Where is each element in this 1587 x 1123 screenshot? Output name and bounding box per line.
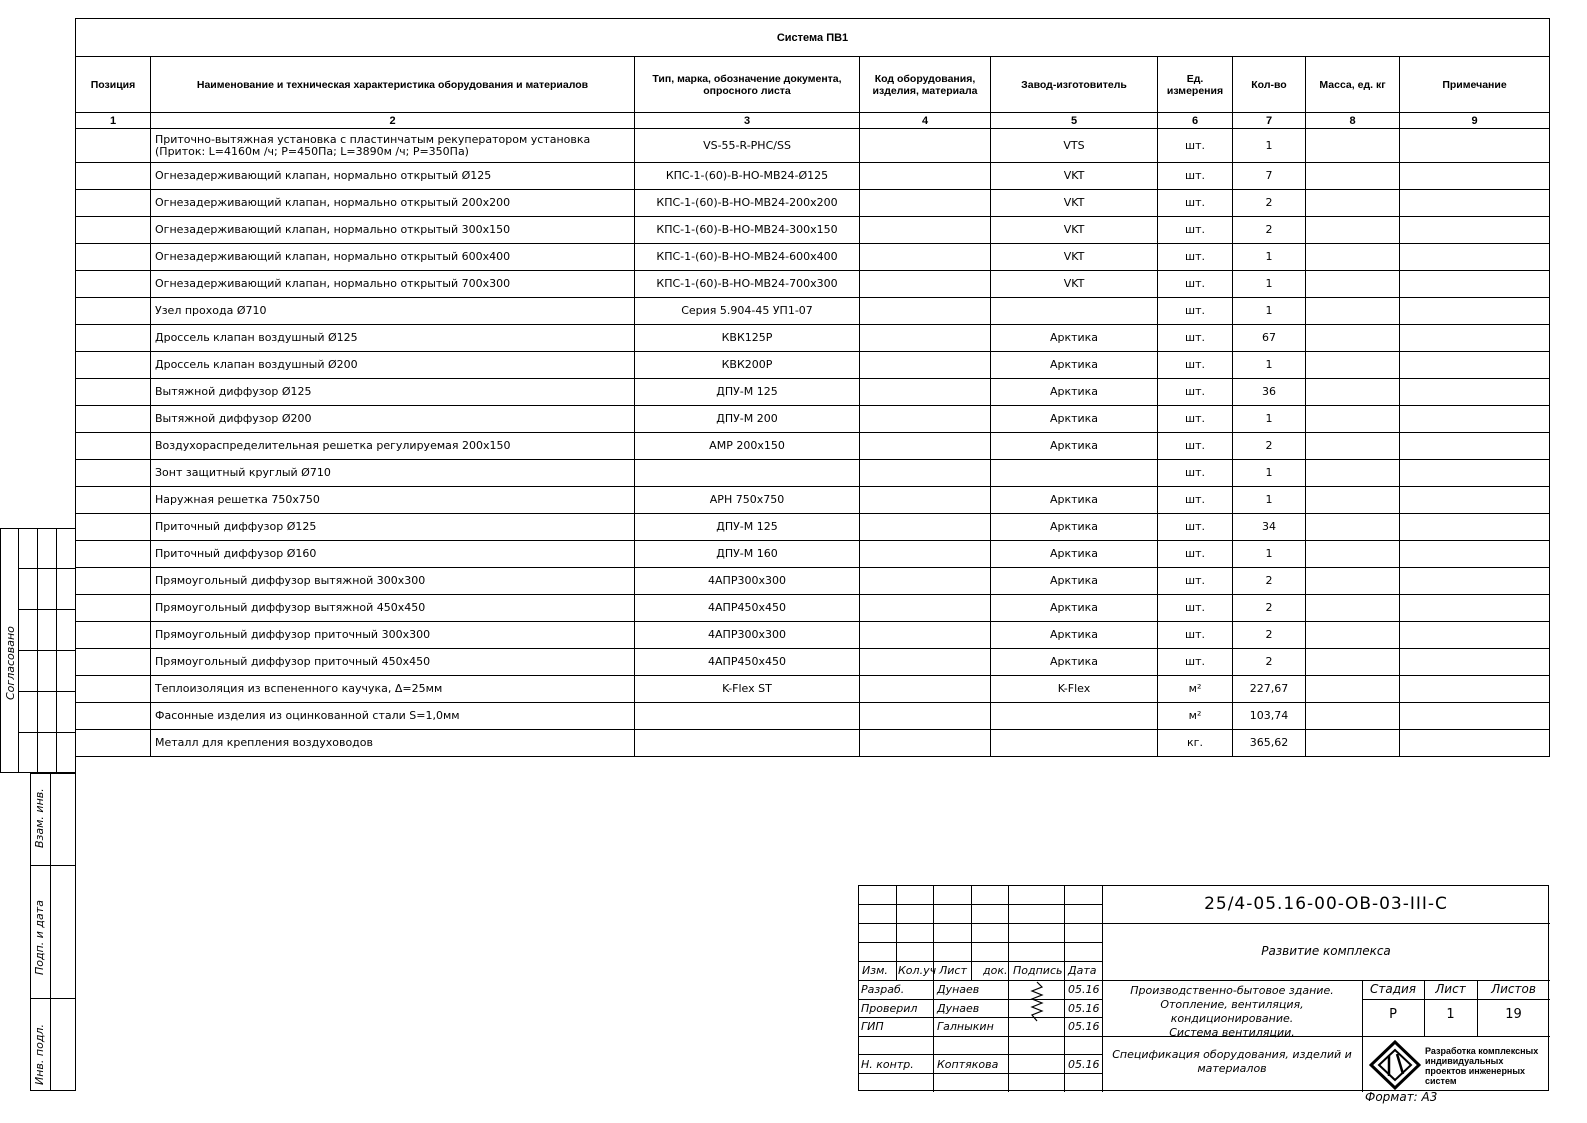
col-izm: Изм. (862, 964, 888, 977)
table-row (76, 406, 1550, 433)
cell-maker: Арктика (991, 595, 1158, 622)
cell-code (860, 352, 991, 379)
title-block (858, 885, 1549, 1091)
cell-maker (991, 730, 1158, 757)
table-row (76, 568, 1550, 595)
cell-code (860, 129, 991, 163)
cell-unit: шт. (1158, 541, 1233, 568)
cell-note (1400, 190, 1550, 217)
organization-name: Разработка комплексных индивидуальных проектов инженерных систем (1425, 1046, 1539, 1086)
cell-name: Прямоугольный диффузор приточный 450x450 (151, 649, 635, 676)
cell-note (1400, 129, 1550, 163)
table-row (76, 298, 1550, 325)
cell-mass (1306, 379, 1400, 406)
cell-note (1400, 325, 1550, 352)
cell-maker: Арктика (991, 487, 1158, 514)
cell-pos (76, 487, 151, 514)
col-doc: док. (983, 964, 1008, 977)
cell-mass (1306, 406, 1400, 433)
cell-pos (76, 298, 151, 325)
cell-type: ДПУ-М 125 (635, 514, 860, 541)
cell-unit: шт. (1158, 568, 1233, 595)
person-1: Дунаев (937, 1002, 980, 1015)
table-row (76, 487, 1550, 514)
cell-code (860, 433, 991, 460)
cell-note (1400, 541, 1550, 568)
col-date: Дата (1068, 964, 1097, 977)
cell-note (1400, 352, 1550, 379)
sheet-label: Лист (1435, 982, 1466, 996)
cell-name: Дроссель клапан воздушный Ø125 (151, 325, 635, 352)
cell-pos (76, 271, 151, 298)
person-3: Коптякова (937, 1058, 999, 1071)
sign-date-label: Подп. и дата (33, 900, 46, 975)
cell-note (1400, 703, 1550, 730)
cell-code (860, 271, 991, 298)
column-header: Ед. измерения (1158, 57, 1233, 113)
cell-qty: 1 (1233, 541, 1306, 568)
table-row (76, 730, 1550, 757)
cell-note (1400, 244, 1550, 271)
cell-type: 4АПР300x300 (635, 622, 860, 649)
cell-unit: шт. (1158, 352, 1233, 379)
cell-maker: Арктика (991, 325, 1158, 352)
cell-code (860, 595, 991, 622)
cell-code (860, 325, 991, 352)
cell-type: K-Flex ST (635, 676, 860, 703)
cell-qty: 1 (1233, 406, 1306, 433)
replace-inv-label: Взам. инв. (33, 788, 46, 848)
cell-maker: VKT (991, 163, 1158, 190)
role-1: Проверил (861, 1002, 918, 1015)
column-number: 2 (151, 113, 635, 129)
cell-name: Приточный диффузор Ø125 (151, 514, 635, 541)
cell-qty: 2 (1233, 622, 1306, 649)
cell-type (635, 703, 860, 730)
cell-unit: шт. (1158, 217, 1233, 244)
cell-qty: 34 (1233, 514, 1306, 541)
table-row (76, 433, 1550, 460)
cell-mass (1306, 487, 1400, 514)
cell-code (860, 406, 991, 433)
cell-maker (991, 460, 1158, 487)
agreed-label: Согласовано (4, 626, 17, 700)
cell-name: Вытяжной диффузор Ø125 (151, 379, 635, 406)
person-2: Галныкин (937, 1020, 994, 1033)
cell-unit: шт. (1158, 298, 1233, 325)
column-number: 7 (1233, 113, 1306, 129)
cell-mass (1306, 433, 1400, 460)
cell-qty: 2 (1233, 649, 1306, 676)
cell-mass (1306, 217, 1400, 244)
cell-code (860, 703, 991, 730)
cell-maker: VKT (991, 244, 1158, 271)
cell-type (635, 730, 860, 757)
cell-pos (76, 568, 151, 595)
column-number-row (76, 113, 1550, 129)
cell-qty: 36 (1233, 379, 1306, 406)
cell-note (1400, 379, 1550, 406)
table-row (76, 163, 1550, 190)
sheet-value: 1 (1446, 1007, 1455, 1022)
cell-pos (76, 730, 151, 757)
cell-code (860, 649, 991, 676)
column-number: 9 (1400, 113, 1550, 129)
cell-maker: Арктика (991, 379, 1158, 406)
table-row (76, 271, 1550, 298)
cell-unit: шт. (1158, 595, 1233, 622)
cell-note (1400, 163, 1550, 190)
cell-type: АМР 200x150 (635, 433, 860, 460)
cell-unit: шт. (1158, 129, 1233, 163)
column-header: Позиция (76, 57, 151, 113)
cell-name: Приточно-вытяжная установка с пластинчатым рекуператором установка (Приток: L=4160м /ч; P=450Па; L=3890м /ч; P=350Па) (151, 129, 635, 163)
table-row (76, 379, 1550, 406)
cell-unit: шт. (1158, 379, 1233, 406)
cell-note (1400, 406, 1550, 433)
cell-code (860, 541, 991, 568)
sheets-label: Листов (1491, 982, 1536, 996)
orig-inv-label: Инв. подл. (33, 1024, 46, 1085)
cell-maker (991, 703, 1158, 730)
person-0: Дунаев (937, 983, 980, 996)
cell-qty: 1 (1233, 129, 1306, 163)
cell-mass (1306, 676, 1400, 703)
cell-pos (76, 595, 151, 622)
cell-code (860, 622, 991, 649)
cell-type: 4АПР300x300 (635, 568, 860, 595)
col-list: Лист (939, 964, 967, 977)
cell-unit: м² (1158, 676, 1233, 703)
cell-pos (76, 460, 151, 487)
cell-mass (1306, 244, 1400, 271)
cell-maker (991, 298, 1158, 325)
cell-pos (76, 190, 151, 217)
cell-note (1400, 676, 1550, 703)
table-row (76, 541, 1550, 568)
cell-type: КПС-1-(60)-В-НО-МВ24-600x400 (635, 244, 860, 271)
cell-note (1400, 487, 1550, 514)
cell-pos (76, 352, 151, 379)
cell-type: КВК125Р (635, 325, 860, 352)
cell-code (860, 460, 991, 487)
cell-name: Вытяжной диффузор Ø200 (151, 406, 635, 433)
cell-type: КПС-1-(60)-В-НО-МВ24-700x300 (635, 271, 860, 298)
format-label: Формат: А3 (1365, 1090, 1438, 1104)
cell-name: Фасонные изделия из оцинкованной стали S=1,0мм (151, 703, 635, 730)
cell-unit: шт. (1158, 649, 1233, 676)
cell-code (860, 163, 991, 190)
cell-maker: Арктика (991, 541, 1158, 568)
cell-note (1400, 595, 1550, 622)
cell-note (1400, 568, 1550, 595)
cell-pos (76, 325, 151, 352)
cell-unit: шт. (1158, 406, 1233, 433)
cell-qty: 1 (1233, 244, 1306, 271)
cell-mass (1306, 568, 1400, 595)
cell-type: КВК200Р (635, 352, 860, 379)
cell-type: 4АПР450x450 (635, 649, 860, 676)
column-header: Примечание (1400, 57, 1550, 113)
cell-qty: 365,62 (1233, 730, 1306, 757)
cell-mass (1306, 190, 1400, 217)
column-header: Масса, ед. кг (1306, 57, 1400, 113)
company-logo-icon (1369, 1040, 1421, 1090)
cell-name: Приточный диффузор Ø160 (151, 541, 635, 568)
cell-unit: шт. (1158, 460, 1233, 487)
table-row (76, 676, 1550, 703)
cell-mass (1306, 595, 1400, 622)
cell-mass (1306, 352, 1400, 379)
cell-qty: 2 (1233, 190, 1306, 217)
cell-type (635, 460, 860, 487)
table-row (76, 217, 1550, 244)
column-header: Тип, марка, обозначение документа, опросного листа (635, 57, 860, 113)
cell-type: КПС-1-(60)-В-НО-МВ24-300x150 (635, 217, 860, 244)
column-number: 6 (1158, 113, 1233, 129)
cell-pos (76, 244, 151, 271)
cell-name: Дроссель клапан воздушный Ø200 (151, 352, 635, 379)
cell-unit: шт. (1158, 163, 1233, 190)
table-row (76, 352, 1550, 379)
cell-unit: шт. (1158, 622, 1233, 649)
cell-unit: шт. (1158, 514, 1233, 541)
cell-pos (76, 379, 151, 406)
cell-type: АРН 750x750 (635, 487, 860, 514)
cell-note (1400, 649, 1550, 676)
cell-type: VS-55-R-PHC/SS (635, 129, 860, 163)
column-number: 3 (635, 113, 860, 129)
cell-name: Теплоизоляция из вспененного каучука, Δ=25мм (151, 676, 635, 703)
cell-unit: шт. (1158, 190, 1233, 217)
table-row (76, 244, 1550, 271)
cell-qty: 1 (1233, 271, 1306, 298)
cell-pos (76, 163, 151, 190)
sheets-value: 19 (1505, 1007, 1522, 1022)
cell-pos (76, 406, 151, 433)
document-code: 25/4-05.16-00-ОВ-03-III-С (1204, 894, 1448, 914)
cell-unit: шт. (1158, 325, 1233, 352)
cell-unit: м² (1158, 703, 1233, 730)
cell-code (860, 190, 991, 217)
stage-label: Стадия (1369, 982, 1417, 996)
cell-unit: шт. (1158, 244, 1233, 271)
cell-mass (1306, 622, 1400, 649)
cell-mass (1306, 514, 1400, 541)
cell-note (1400, 730, 1550, 757)
header-row (76, 57, 1550, 113)
date-1: 05.16 (1068, 1002, 1100, 1015)
cell-note (1400, 433, 1550, 460)
cell-type: КПС-1-(60)-В-НО-МВ24-Ø125 (635, 163, 860, 190)
cell-name: Огнезадерживающий клапан, нормально открытый 700x300 (151, 271, 635, 298)
column-number: 8 (1306, 113, 1400, 129)
cell-maker: K-Flex (991, 676, 1158, 703)
cell-name: Воздухораспределительная решетка регулируемая 200x150 (151, 433, 635, 460)
cell-qty: 67 (1233, 325, 1306, 352)
table-row (76, 595, 1550, 622)
cell-mass (1306, 298, 1400, 325)
cell-pos (76, 649, 151, 676)
cell-pos (76, 514, 151, 541)
sheet-title: Спецификация оборудования, изделий и материалов (1112, 1048, 1352, 1075)
cell-name: Огнезадерживающий клапан, нормально открытый 200x200 (151, 190, 635, 217)
cell-note (1400, 217, 1550, 244)
cell-pos (76, 541, 151, 568)
cell-qty: 2 (1233, 595, 1306, 622)
cell-maker: VKT (991, 271, 1158, 298)
specification-table (75, 18, 1550, 757)
cell-note (1400, 514, 1550, 541)
table-row (76, 460, 1550, 487)
cell-maker: Арктика (991, 622, 1158, 649)
cell-name: Огнезадерживающий клапан, нормально открытый Ø125 (151, 163, 635, 190)
cell-qty: 1 (1233, 460, 1306, 487)
table-row (76, 129, 1550, 163)
cell-unit: шт. (1158, 271, 1233, 298)
table-row (76, 622, 1550, 649)
cell-unit: шт. (1158, 433, 1233, 460)
cell-type: ДПУ-М 200 (635, 406, 860, 433)
cell-unit: шт. (1158, 487, 1233, 514)
cell-mass (1306, 325, 1400, 352)
date-2: 05.16 (1068, 1020, 1100, 1033)
cell-name: Прямоугольный диффузор вытяжной 450x450 (151, 595, 635, 622)
col-kol: Кол.уч (898, 964, 937, 977)
cell-name: Зонт защитный круглый Ø710 (151, 460, 635, 487)
cell-note (1400, 298, 1550, 325)
cell-qty: 7 (1233, 163, 1306, 190)
cell-pos (76, 622, 151, 649)
cell-type: ДПУ-М 125 (635, 379, 860, 406)
specification-body (76, 129, 1550, 757)
stage-value: Р (1389, 1007, 1397, 1022)
table-row (76, 703, 1550, 730)
cell-mass (1306, 460, 1400, 487)
cell-type: ДПУ-М 160 (635, 541, 860, 568)
cell-maker: VTS (991, 129, 1158, 163)
cell-code (860, 568, 991, 595)
table-row (76, 190, 1550, 217)
cell-pos (76, 433, 151, 460)
cell-mass (1306, 649, 1400, 676)
project-name: Развитие комплекса (1261, 944, 1391, 958)
system-title: Система ПВ1 (76, 19, 1550, 57)
cell-code (860, 487, 991, 514)
cell-code (860, 676, 991, 703)
column-header: Наименование и техническая характеристика оборудования и материалов (151, 57, 635, 113)
cell-maker: Арктика (991, 406, 1158, 433)
cell-pos (76, 129, 151, 163)
cell-code (860, 379, 991, 406)
cell-note (1400, 622, 1550, 649)
cell-maker: VKT (991, 217, 1158, 244)
cell-name: Огнезадерживающий клапан, нормально открытый 600x400 (151, 244, 635, 271)
object-description: Производственно-бытовое здание. Отопление, вентиляция, кондиционирование. Система вентиляции. (1130, 984, 1334, 1039)
cell-code (860, 217, 991, 244)
cell-name: Металл для крепления воздуховодов (151, 730, 635, 757)
cell-maker: Арктика (991, 433, 1158, 460)
signature-mark (1024, 981, 1050, 1023)
col-sign: Подпись (1013, 964, 1063, 977)
cell-mass (1306, 163, 1400, 190)
cell-code (860, 730, 991, 757)
cell-mass (1306, 730, 1400, 757)
column-header: Кол-во (1233, 57, 1306, 113)
cell-name: Огнезадерживающий клапан, нормально открытый 300x150 (151, 217, 635, 244)
cell-type: Серия 5.904-45 УП1-07 (635, 298, 860, 325)
cell-pos (76, 703, 151, 730)
date-3: 05.16 (1068, 1058, 1100, 1071)
cell-note (1400, 460, 1550, 487)
cell-type: 4АПР450x450 (635, 595, 860, 622)
cell-mass (1306, 541, 1400, 568)
cell-note (1400, 271, 1550, 298)
column-number: 1 (76, 113, 151, 129)
column-header: Код оборудования, изделия, материала (860, 57, 991, 113)
cell-maker: VKT (991, 190, 1158, 217)
cell-maker: Арктика (991, 568, 1158, 595)
cell-qty: 227,67 (1233, 676, 1306, 703)
cell-qty: 2 (1233, 217, 1306, 244)
cell-qty: 103,74 (1233, 703, 1306, 730)
cell-qty: 1 (1233, 352, 1306, 379)
cell-pos (76, 217, 151, 244)
cell-qty: 2 (1233, 568, 1306, 595)
column-number: 4 (860, 113, 991, 129)
cell-mass (1306, 271, 1400, 298)
cell-maker: Арктика (991, 352, 1158, 379)
cell-pos (76, 676, 151, 703)
cell-code (860, 298, 991, 325)
role-0: Разраб. (861, 983, 905, 996)
cell-code (860, 514, 991, 541)
table-row (76, 514, 1550, 541)
role-3: Н. контр. (861, 1058, 914, 1071)
cell-mass (1306, 129, 1400, 163)
cell-unit: кг. (1158, 730, 1233, 757)
cell-name: Узел прохода Ø710 (151, 298, 635, 325)
cell-qty: 1 (1233, 298, 1306, 325)
cell-maker: Арктика (991, 649, 1158, 676)
cell-mass (1306, 703, 1400, 730)
column-header: Завод-изготовитель (991, 57, 1158, 113)
table-row (76, 649, 1550, 676)
role-2: ГИП (861, 1020, 884, 1033)
cell-name: Наружная решетка 750x750 (151, 487, 635, 514)
cell-qty: 2 (1233, 433, 1306, 460)
cell-name: Прямоугольный диффузор приточный 300x300 (151, 622, 635, 649)
cell-maker: Арктика (991, 514, 1158, 541)
cell-qty: 1 (1233, 487, 1306, 514)
table-row (76, 325, 1550, 352)
column-number: 5 (991, 113, 1158, 129)
cell-type: КПС-1-(60)-В-НО-МВ24-200x200 (635, 190, 860, 217)
cell-name: Прямоугольный диффузор вытяжной 300x300 (151, 568, 635, 595)
cell-code (860, 244, 991, 271)
date-0: 05.16 (1068, 983, 1100, 996)
